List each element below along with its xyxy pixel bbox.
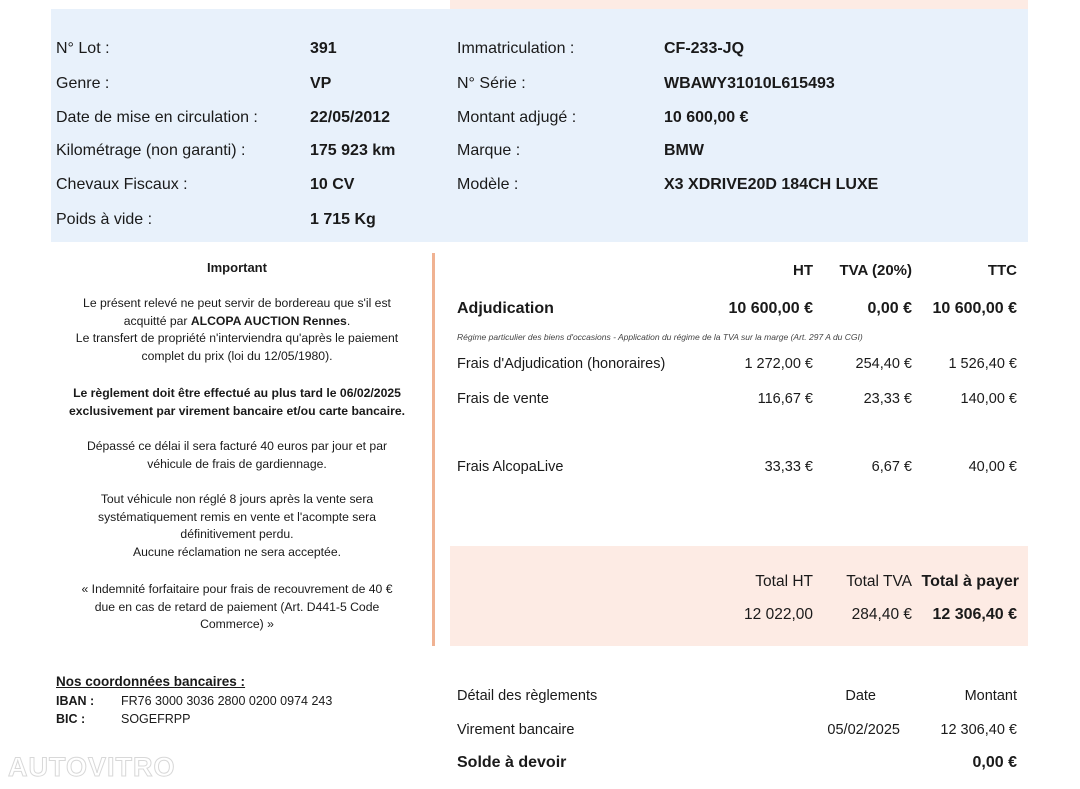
total-ht-value: 12 022,00 bbox=[744, 606, 813, 623]
payment-row-amount: 12 306,40 € bbox=[940, 722, 1017, 738]
fee-row-ttc: 40,00 € bbox=[968, 459, 1017, 475]
serial-number-value: WBAWY31010L615493 bbox=[664, 75, 835, 92]
fee-row-ht: 1 272,00 € bbox=[744, 356, 813, 372]
iban-value: FR76 3000 3036 2800 0200 0974 243 bbox=[121, 694, 333, 708]
fee-row-tva: 254,40 € bbox=[855, 356, 912, 372]
model-label: Modèle : bbox=[457, 176, 519, 193]
payment-row-date: 05/02/2025 bbox=[827, 722, 900, 738]
lot-value: 391 bbox=[310, 40, 337, 57]
adjudication-ht: 10 600,00 € bbox=[728, 300, 813, 317]
hammer-price-value: 10 600,00 € bbox=[664, 109, 749, 126]
important-recovery-fee: « Indemnité forfaitaire pour frais de recouvrement de 40 € due en cas de retard de paiement (Art. D441-5 Code Commerce) » bbox=[81, 582, 393, 631]
mileage-label: Kilométrage (non garanti) : bbox=[56, 142, 246, 159]
model-value: X3 XDRIVE20D 184CH LUXE bbox=[664, 176, 879, 193]
circulation-date-value: 22/05/2012 bbox=[310, 109, 391, 126]
empty-weight-value: 1 715 Kg bbox=[310, 211, 376, 228]
balance-due-value: 0,00 € bbox=[972, 754, 1017, 771]
watermark: AUTOVITRO bbox=[8, 752, 176, 782]
important-paragraph-1: Le présent relevé ne peut servir de bordereau que s'il est acquitté par ALCOPA AUCTION Rennes. Le transfert de propriété n'interviendra qu'après le paiement complet du prix (loi du 12/05/1980). bbox=[75, 296, 399, 363]
fee-row-label: Frais d'Adjudication (honoraires) bbox=[457, 356, 666, 372]
brand-label: Marque : bbox=[457, 142, 521, 159]
fee-header-ht: HT bbox=[793, 262, 813, 279]
bank-details-title: Nos coordonnées bancaires : bbox=[56, 674, 246, 689]
fee-row-tva: 23,33 € bbox=[863, 391, 912, 407]
important-resale-warning: Tout véhicule non réglé 8 jours après la vente sera systématiquement remis en vente et l'acompte sera définitivement perdu. Aucune réclamation ne sera acceptée. bbox=[97, 492, 377, 559]
serial-number-label: N° Série : bbox=[457, 75, 526, 92]
fee-header-ttc: TTC bbox=[987, 262, 1017, 279]
iban-label: IBAN : bbox=[56, 694, 95, 708]
circulation-date-label: Date de mise en circulation : bbox=[56, 109, 258, 126]
brand-value: BMW bbox=[664, 142, 704, 159]
total-ht-label: Total HT bbox=[755, 573, 813, 590]
section-divider bbox=[432, 253, 435, 646]
fee-row-ttc: 1 526,40 € bbox=[948, 356, 1017, 372]
balance-due-label: Solde à devoir bbox=[457, 754, 567, 771]
hammer-price-label: Montant adjugé : bbox=[457, 109, 577, 126]
fiscal-horsepower-value: 10 CV bbox=[310, 176, 355, 193]
adjudication-label: Adjudication bbox=[457, 300, 554, 317]
adjudication-ttc: 10 600,00 € bbox=[932, 300, 1017, 317]
top-accent-strip bbox=[450, 0, 1028, 9]
payments-header-amount: Montant bbox=[964, 688, 1017, 704]
important-payment-deadline: Le règlement doit être effectué au plus tard le 06/02/2025 exclusivement par virement bancaire et/ou carte bancaire. bbox=[69, 386, 405, 418]
total-to-pay-label: Total à payer bbox=[921, 573, 1019, 590]
lot-label: N° Lot : bbox=[56, 40, 110, 57]
fee-row-ttc: 140,00 € bbox=[960, 391, 1017, 407]
fee-row-ht: 33,33 € bbox=[764, 459, 813, 475]
bic-value: SOGEFRPP bbox=[121, 712, 191, 726]
fee-row-ht: 116,67 € bbox=[757, 391, 813, 407]
genre-value: VP bbox=[310, 75, 332, 92]
adjudication-tva: 0,00 € bbox=[867, 300, 912, 317]
fiscal-horsepower-label: Chevaux Fiscaux : bbox=[56, 176, 188, 193]
payments-header-date: Date bbox=[845, 688, 876, 704]
fee-row-label: Frais AlcopaLive bbox=[457, 459, 564, 475]
bic-label: BIC : bbox=[56, 712, 86, 726]
important-storage-fees: Dépassé ce délai il sera facturé 40 euros par jour et par véhicule de frais de gardiennage. bbox=[86, 439, 388, 471]
important-title: Important bbox=[207, 260, 267, 275]
fee-row-tva: 6,67 € bbox=[871, 459, 912, 475]
fee-row-label: Frais de vente bbox=[457, 391, 549, 407]
payments-header-label: Détail des règlements bbox=[457, 688, 598, 704]
payment-row-label: Virement bancaire bbox=[457, 722, 575, 738]
total-tva-value: 284,40 € bbox=[851, 606, 912, 623]
mileage-value: 175 923 km bbox=[310, 142, 396, 159]
registration-value: CF-233-JQ bbox=[664, 40, 745, 57]
fee-header-tva: TVA (20%) bbox=[839, 262, 912, 279]
total-to-pay-value: 12 306,40 € bbox=[932, 606, 1017, 623]
vat-regime-note: Régime particulier des biens d'occasions - Application du régime de la TVA sur la marge (Art. 297 A du CGI) bbox=[457, 332, 863, 342]
registration-label: Immatriculation : bbox=[457, 40, 575, 57]
totals-panel bbox=[450, 546, 1028, 646]
total-tva-label: Total TVA bbox=[846, 573, 912, 590]
empty-weight-label: Poids à vide : bbox=[56, 211, 153, 228]
genre-label: Genre : bbox=[56, 75, 110, 92]
